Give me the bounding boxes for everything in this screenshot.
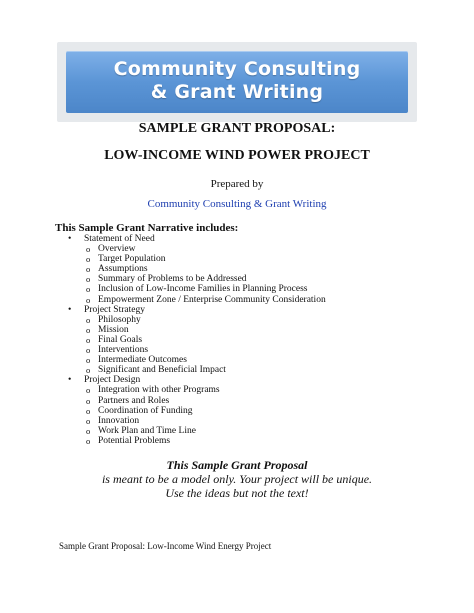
outline-item-label: Assumptions (98, 264, 148, 275)
outline-item-label: Empowerment Zone / Enterprise Community Consideration (98, 294, 326, 305)
outline-section (66, 375, 326, 385)
outline-section (66, 305, 326, 315)
outline-item (66, 426, 326, 436)
outline-item (66, 385, 326, 395)
banner-title-line2: & Grant Writing (150, 81, 324, 103)
outline-item (66, 355, 326, 365)
outline-item (66, 325, 326, 335)
outline-item-label: Mission (98, 324, 129, 335)
outline-item-label: Inclusion of Low-Income Families in Planning Process (98, 284, 308, 295)
outline-item-label: Potential Problems (98, 435, 171, 446)
outline-section-label: Project Design (84, 375, 141, 386)
outline-list (66, 234, 326, 446)
outline-item (66, 436, 326, 446)
circle-bullet-icon: o (86, 254, 91, 265)
circle-bullet-icon: o (86, 435, 91, 446)
circle-bullet-icon: o (86, 405, 91, 416)
bullet-icon: • (68, 304, 72, 315)
outline-item-label: Work Plan and Time Line (98, 425, 196, 436)
circle-bullet-icon: o (86, 324, 91, 335)
outline-section (66, 234, 326, 244)
circle-bullet-icon: o (86, 264, 91, 275)
outline-item-label: Integration with other Programs (98, 385, 220, 396)
circle-bullet-icon: o (86, 415, 91, 426)
bullet-icon: • (68, 234, 72, 244)
outline-item-label: Philosophy (98, 314, 141, 325)
outline-item (66, 244, 326, 254)
circle-bullet-icon: o (86, 355, 91, 366)
circle-bullet-icon: o (86, 365, 91, 376)
circle-bullet-icon: o (86, 274, 91, 285)
outline-item-label: Interventions (98, 345, 149, 356)
circle-bullet-icon: o (86, 244, 91, 255)
circle-bullet-icon: o (86, 334, 91, 345)
outline-item (66, 295, 326, 305)
banner-title-line1: Community Consulting (113, 58, 361, 80)
outline-item (66, 416, 326, 426)
outline-item-label: Summary of Problems to be Addressed (98, 274, 247, 285)
organization-name: Community Consulting & Grant Writing (147, 198, 327, 210)
circle-bullet-icon: o (86, 395, 91, 406)
circle-bullet-icon: o (86, 294, 91, 305)
closing-disclaimer: is meant to be a model only. Your project will be unique. (101, 472, 373, 486)
outline-item-label: Significant and Beneficial Impact (98, 365, 226, 376)
outline-item (66, 284, 326, 294)
narrative-heading: This Sample Grant Narrative includes: (55, 222, 239, 234)
outline-section-label: Project Strategy (84, 304, 145, 315)
document-heading: SAMPLE GRANT PROPOSAL: (138, 121, 336, 136)
project-title: LOW-INCOME WIND POWER PROJECT (104, 148, 370, 163)
prepared-by-label: Prepared by (210, 178, 264, 190)
outline-item-label: Intermediate Outcomes (98, 355, 187, 366)
closing-instruction: Use the ideas but not the text! (165, 486, 309, 500)
outline-item (66, 254, 326, 264)
outline-item-label: Innovation (98, 415, 140, 426)
outline-item-label: Final Goals (98, 334, 143, 345)
outline-item-label: Coordination of Funding (98, 405, 193, 416)
outline-item (66, 315, 326, 325)
circle-bullet-icon: o (86, 425, 91, 436)
outline-item (66, 406, 326, 416)
outline-item-label: Overview (98, 244, 136, 255)
outline-section-label: Statement of Need (84, 234, 155, 244)
page-footer: Sample Grant Proposal: Low-Income Wind Energy Project (59, 541, 272, 551)
outline-item-label: Partners and Roles (98, 395, 170, 406)
closing-title: This Sample Grant Proposal (166, 458, 308, 472)
outline-item-label: Target Population (98, 254, 166, 265)
bullet-icon: • (68, 375, 72, 386)
banner (66, 51, 408, 113)
outline-item (66, 345, 326, 355)
narrative-outline (66, 234, 326, 446)
outline-item (66, 274, 326, 284)
circle-bullet-icon: o (86, 345, 91, 356)
outline-item (66, 365, 326, 375)
circle-bullet-icon: o (86, 385, 91, 396)
outline-item (66, 396, 326, 406)
outline-item (66, 264, 326, 274)
outline-item (66, 335, 326, 345)
circle-bullet-icon: o (86, 284, 91, 295)
circle-bullet-icon: o (86, 314, 91, 325)
